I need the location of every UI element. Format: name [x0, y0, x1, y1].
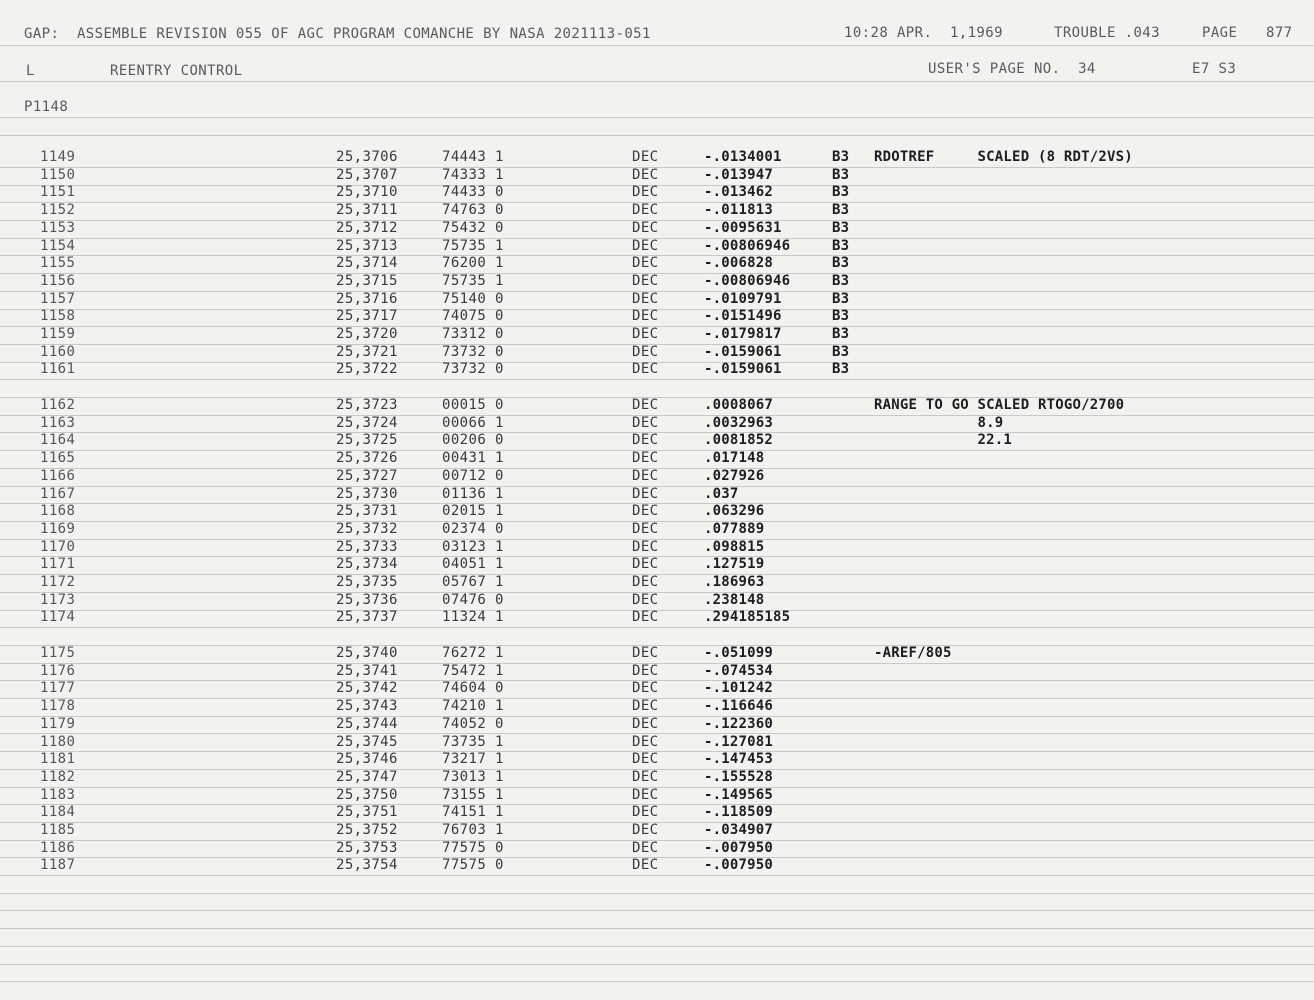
address: 25,3743 [336, 698, 398, 714]
scale-factor: B3 [832, 344, 850, 360]
decimal-value: -.074534 [704, 663, 774, 679]
line-number: 1170 [40, 539, 76, 555]
octal-value: 00712 0 [442, 468, 504, 484]
line-number: 1163 [40, 415, 76, 431]
decimal-value: -.0159061 [704, 344, 782, 360]
decimal-value: -.011813 [704, 202, 774, 218]
decimal-value: -.127081 [704, 734, 774, 750]
address: 25,3740 [336, 645, 398, 661]
line-number: 1181 [40, 751, 76, 767]
line-number: 1157 [40, 291, 76, 307]
address: 25,3735 [336, 574, 398, 590]
octal-value: 74210 1 [442, 698, 504, 714]
section-title: REENTRY CONTROL [110, 63, 243, 79]
address: 25,3741 [336, 663, 398, 679]
opcode: DEC [632, 698, 659, 714]
ruling-line [0, 45, 1314, 46]
scale-factor: B3 [832, 167, 850, 183]
l-marker: L [26, 63, 35, 79]
opcode: DEC [632, 291, 659, 307]
octal-value: 74333 1 [442, 167, 504, 183]
opcode: DEC [632, 680, 659, 696]
line-number: 1173 [40, 592, 76, 608]
opcode: DEC [632, 751, 659, 767]
ruling-line [0, 910, 1314, 911]
line-number: 1177 [40, 680, 76, 696]
address: 25,3723 [336, 397, 398, 413]
address: 25,3733 [336, 539, 398, 555]
ruling-line [0, 946, 1314, 947]
address: 25,3716 [336, 291, 398, 307]
line-number: 1158 [40, 308, 76, 324]
decimal-value: -.149565 [704, 787, 774, 803]
address: 25,3732 [336, 521, 398, 537]
decimal-value: -.006828 [704, 255, 774, 271]
ruling-line [0, 981, 1314, 982]
line-number: 1167 [40, 486, 76, 502]
line-number: 1174 [40, 609, 76, 625]
opcode: DEC [632, 220, 659, 236]
octal-value: 00431 1 [442, 450, 504, 466]
decimal-value: .027926 [704, 468, 765, 484]
ruling-line [0, 117, 1314, 118]
address: 25,3754 [336, 857, 398, 873]
line-number: 1156 [40, 273, 76, 289]
opcode: DEC [632, 486, 659, 502]
line-number: 1178 [40, 698, 76, 714]
decimal-value: .017148 [704, 450, 765, 466]
opcode: DEC [632, 273, 659, 289]
decimal-value: -.051099 [704, 645, 774, 661]
decimal-value: -.116646 [704, 698, 774, 714]
line-number: 1149 [40, 149, 76, 165]
decimal-value: -.0179817 [704, 326, 782, 342]
address: 25,3727 [336, 468, 398, 484]
opcode: DEC [632, 326, 659, 342]
opcode: DEC [632, 308, 659, 324]
address: 25,3711 [336, 202, 398, 218]
address: 25,3730 [336, 486, 398, 502]
address: 25,3746 [336, 751, 398, 767]
section-code: E7 S3 [1192, 61, 1237, 77]
octal-value: 74443 1 [442, 149, 504, 165]
opcode: DEC [632, 787, 659, 803]
line-number: 1155 [40, 255, 76, 271]
opcode: DEC [632, 184, 659, 200]
octal-value: 73732 0 [442, 344, 504, 360]
ruling-line [0, 81, 1314, 82]
comment: RDOTREF SCALED (8 RDT/2VS) [874, 149, 1133, 165]
line-number: 1169 [40, 521, 76, 537]
address: 25,3707 [336, 167, 398, 183]
octal-value: 73013 1 [442, 769, 504, 785]
octal-value: 76703 1 [442, 822, 504, 838]
scale-factor: B3 [832, 202, 850, 218]
address: 25,3722 [336, 361, 398, 377]
octal-value: 00066 1 [442, 415, 504, 431]
header-title: GAP: ASSEMBLE REVISION 055 OF AGC PROGRAM COMANCHE BY NASA 2021113-051 [24, 26, 651, 42]
octal-value: 75472 1 [442, 663, 504, 679]
opcode: DEC [632, 592, 659, 608]
line-number: 1159 [40, 326, 76, 342]
comment: 8.9 [874, 415, 1004, 431]
line-number: 1182 [40, 769, 76, 785]
octal-value: 73732 0 [442, 361, 504, 377]
octal-value: 75735 1 [442, 273, 504, 289]
scale-factor: B3 [832, 326, 850, 342]
opcode: DEC [632, 556, 659, 572]
opcode: DEC [632, 574, 659, 590]
scale-factor: B3 [832, 184, 850, 200]
decimal-value: -.034907 [704, 822, 774, 838]
opcode: DEC [632, 450, 659, 466]
address: 25,3721 [336, 344, 398, 360]
octal-value: 02374 0 [442, 521, 504, 537]
decimal-value: .098815 [704, 539, 765, 555]
decimal-value: -.155528 [704, 769, 774, 785]
line-number: 1150 [40, 167, 76, 183]
line-number: 1187 [40, 857, 76, 873]
address: 25,3712 [336, 220, 398, 236]
octal-value: 01136 1 [442, 486, 504, 502]
line-number: 1179 [40, 716, 76, 732]
opcode: DEC [632, 167, 659, 183]
comment: 22.1 [874, 432, 1013, 448]
line-number: 1152 [40, 202, 76, 218]
users-page-number: USER'S PAGE NO. 34 [928, 61, 1096, 77]
decimal-value: .0008067 [704, 397, 774, 413]
opcode: DEC [632, 822, 659, 838]
decimal-value: -.013462 [704, 184, 774, 200]
line-number: 1162 [40, 397, 76, 413]
decimal-value: -.0159061 [704, 361, 782, 377]
decimal-value: -.122360 [704, 716, 774, 732]
decimal-value: .127519 [704, 556, 765, 572]
line-number: 1151 [40, 184, 76, 200]
opcode: DEC [632, 804, 659, 820]
opcode: DEC [632, 857, 659, 873]
header-datetime: 10:28 APR. 1,1969 [844, 25, 1003, 41]
octal-value: 00206 0 [442, 432, 504, 448]
line-number: 1175 [40, 645, 76, 661]
address: 25,3726 [336, 450, 398, 466]
octal-value: 00015 0 [442, 397, 504, 413]
opcode: DEC [632, 840, 659, 856]
decimal-value: -.00806946 [704, 238, 791, 254]
header-page-number: 877 [1266, 25, 1293, 41]
ruling-line [0, 875, 1314, 876]
opcode: DEC [632, 202, 659, 218]
opcode: DEC [632, 149, 659, 165]
opcode: DEC [632, 521, 659, 537]
decimal-value: -.147453 [704, 751, 774, 767]
octal-value: 76272 1 [442, 645, 504, 661]
octal-value: 02015 1 [442, 503, 504, 519]
ruling-line [0, 928, 1314, 929]
opcode: DEC [632, 255, 659, 271]
address: 25,3715 [336, 273, 398, 289]
decimal-value: -.118509 [704, 804, 774, 820]
line-number: 1171 [40, 556, 76, 572]
scale-factor: B3 [832, 273, 850, 289]
address: 25,3720 [336, 326, 398, 342]
opcode: DEC [632, 468, 659, 484]
line-number: 1161 [40, 361, 76, 377]
opcode: DEC [632, 503, 659, 519]
line-number: 1153 [40, 220, 76, 236]
address: 25,3742 [336, 680, 398, 696]
octal-value: 07476 0 [442, 592, 504, 608]
header-trouble: TROUBLE .043 [1054, 25, 1160, 41]
ruling-line [0, 379, 1314, 380]
scale-factor: B3 [832, 308, 850, 324]
comment: -AREF/805 [874, 645, 952, 661]
line-number: 1160 [40, 344, 76, 360]
address: 25,3753 [336, 840, 398, 856]
line-number: 1164 [40, 432, 76, 448]
decimal-value: -.007950 [704, 857, 774, 873]
ruling-line [0, 627, 1314, 628]
line-number: 1166 [40, 468, 76, 484]
line-number: 1184 [40, 804, 76, 820]
address: 25,3737 [336, 609, 398, 625]
address: 25,3744 [336, 716, 398, 732]
octal-value: 77575 0 [442, 857, 504, 873]
scale-factor: B3 [832, 238, 850, 254]
octal-value: 76200 1 [442, 255, 504, 271]
opcode: DEC [632, 361, 659, 377]
octal-value: 74433 0 [442, 184, 504, 200]
opcode: DEC [632, 663, 659, 679]
page-reference: P1148 [24, 99, 69, 115]
line-number: 1180 [40, 734, 76, 750]
opcode: DEC [632, 645, 659, 661]
address: 25,3731 [336, 503, 398, 519]
address: 25,3714 [336, 255, 398, 271]
decimal-value: -.00806946 [704, 273, 791, 289]
address: 25,3724 [336, 415, 398, 431]
opcode: DEC [632, 716, 659, 732]
ruling-line [0, 964, 1314, 965]
octal-value: 73735 1 [442, 734, 504, 750]
octal-value: 75432 0 [442, 220, 504, 236]
opcode: DEC [632, 238, 659, 254]
opcode: DEC [632, 734, 659, 750]
opcode: DEC [632, 769, 659, 785]
decimal-value: .238148 [704, 592, 765, 608]
address: 25,3752 [336, 822, 398, 838]
address: 25,3710 [336, 184, 398, 200]
line-number: 1185 [40, 822, 76, 838]
line-number: 1168 [40, 503, 76, 519]
decimal-value: .077889 [704, 521, 765, 537]
decimal-value: .294185185 [704, 609, 791, 625]
line-number: 1165 [40, 450, 76, 466]
comment: RANGE TO GO SCALED RTOGO/2700 [874, 397, 1125, 413]
octal-value: 74075 0 [442, 308, 504, 324]
octal-value: 04051 1 [442, 556, 504, 572]
octal-value: 03123 1 [442, 539, 504, 555]
address: 25,3750 [336, 787, 398, 803]
address: 25,3725 [336, 432, 398, 448]
decimal-value: -.101242 [704, 680, 774, 696]
decimal-value: .0081852 [704, 432, 774, 448]
address: 25,3706 [336, 149, 398, 165]
line-number: 1183 [40, 787, 76, 803]
line-number: 1154 [40, 238, 76, 254]
header-page-label: PAGE [1202, 25, 1238, 41]
decimal-value: -.0095631 [704, 220, 782, 236]
opcode: DEC [632, 609, 659, 625]
decimal-value: .0032963 [704, 415, 774, 431]
address: 25,3751 [336, 804, 398, 820]
decimal-value: -.007950 [704, 840, 774, 856]
octal-value: 74763 0 [442, 202, 504, 218]
octal-value: 75735 1 [442, 238, 504, 254]
octal-value: 77575 0 [442, 840, 504, 856]
decimal-value: -.0109791 [704, 291, 782, 307]
scale-factor: B3 [832, 291, 850, 307]
address: 25,3717 [336, 308, 398, 324]
octal-value: 73312 0 [442, 326, 504, 342]
opcode: DEC [632, 539, 659, 555]
octal-value: 73155 1 [442, 787, 504, 803]
octal-value: 74151 1 [442, 804, 504, 820]
decimal-value: -.0134001 [704, 149, 782, 165]
octal-value: 11324 1 [442, 609, 504, 625]
octal-value: 05767 1 [442, 574, 504, 590]
opcode: DEC [632, 344, 659, 360]
octal-value: 75140 0 [442, 291, 504, 307]
octal-value: 74604 0 [442, 680, 504, 696]
address: 25,3734 [336, 556, 398, 572]
decimal-value: .186963 [704, 574, 765, 590]
address: 25,3713 [336, 238, 398, 254]
line-number: 1186 [40, 840, 76, 856]
octal-value: 73217 1 [442, 751, 504, 767]
opcode: DEC [632, 397, 659, 413]
opcode: DEC [632, 415, 659, 431]
ruling-line [0, 893, 1314, 894]
decimal-value: .063296 [704, 503, 765, 519]
ruling-line [0, 135, 1314, 136]
octal-value: 74052 0 [442, 716, 504, 732]
scale-factor: B3 [832, 149, 850, 165]
address: 25,3747 [336, 769, 398, 785]
decimal-value: -.0151496 [704, 308, 782, 324]
decimal-value: -.013947 [704, 167, 774, 183]
address: 25,3736 [336, 592, 398, 608]
address: 25,3745 [336, 734, 398, 750]
scale-factor: B3 [832, 255, 850, 271]
line-number: 1176 [40, 663, 76, 679]
decimal-value: .037 [704, 486, 739, 502]
line-number: 1172 [40, 574, 76, 590]
scale-factor: B3 [832, 220, 850, 236]
opcode: DEC [632, 432, 659, 448]
scale-factor: B3 [832, 361, 850, 377]
